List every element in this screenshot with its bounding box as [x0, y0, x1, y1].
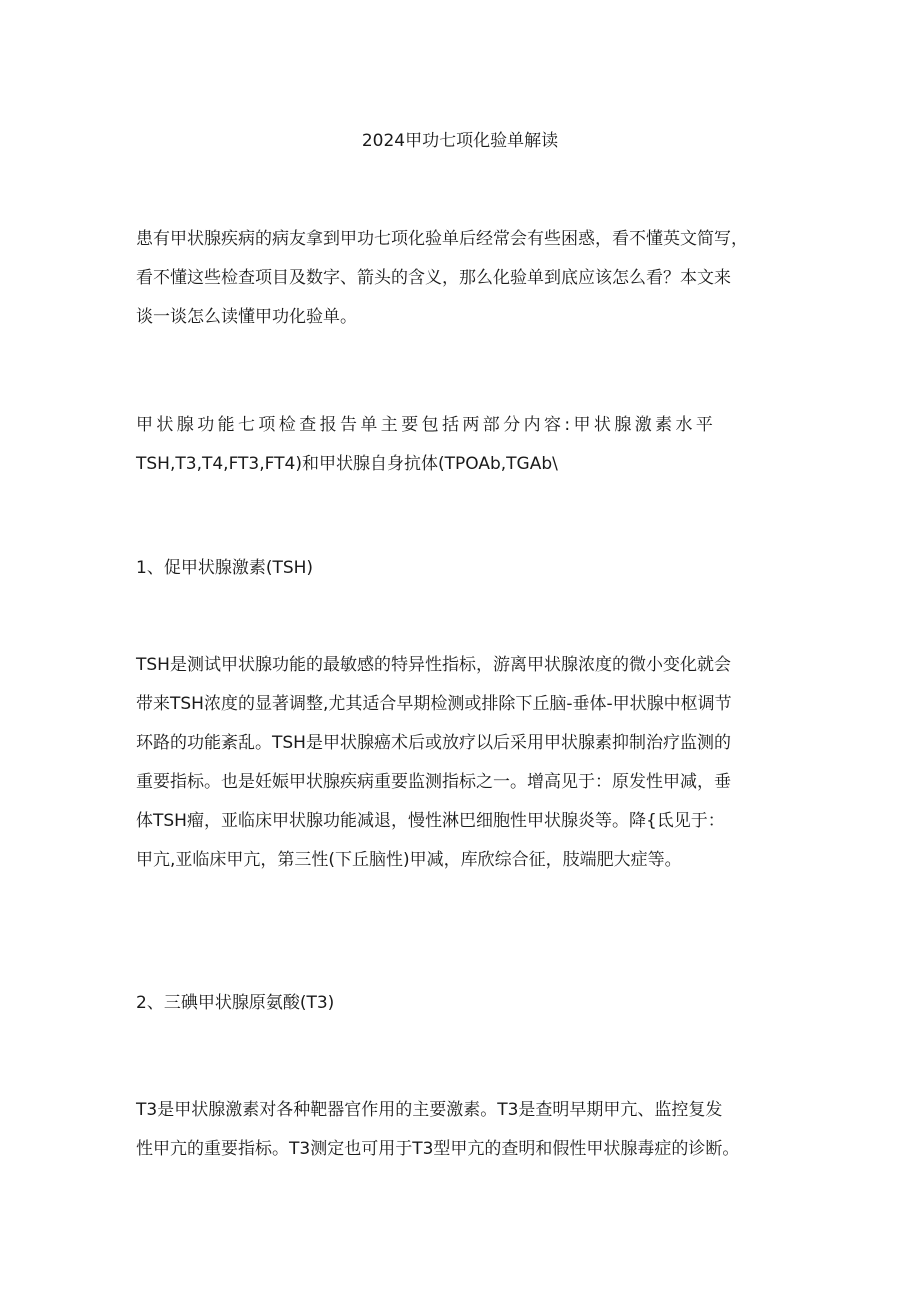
body-line: TSH是测试甲状腺功能的最敏感的特异性指标，游离甲状腺浓度的微小变化就会 [136, 655, 731, 675]
intro-paragraph [136, 220, 816, 337]
intro-line: 谈一谈怎么读懂甲功化验单。 [136, 307, 357, 327]
section-heading-t3: 2、三碘甲状腺原氨酸(T3) [136, 993, 335, 1013]
body-line: 甲亢,亚临床甲亢，第三性(下丘脑性)甲减，库欣综合征，肢端肥大症等。 [136, 850, 682, 870]
intro-line: 患有甲状腺疾病的病友拿到甲功七项化验单后经常会有些困惑，看不懂英文简写， [136, 229, 748, 249]
overview-paragraph [136, 406, 800, 484]
body-line: 体TSH瘤，亚临床甲状腺功能减退，慢性淋巴细胞性甲状腺炎等。降{氐见于： [136, 811, 725, 831]
body-line: 带来TSH浓度的显著调整,尤其适合早期检测或排除下丘脑-垂体-甲状腺中枢调节 [136, 694, 732, 714]
section-body-t3 [136, 1091, 816, 1169]
body-line: 性甲亢的重要指标。T3测定也可用于T3型甲亢的查明和假性甲状腺毒症的诊断。 [136, 1139, 740, 1159]
section-heading-tsh: 1、促甲状腺激素(TSH) [136, 558, 314, 578]
overview-line: 甲状腺功能七项检查报告单主要包括两部分内容:甲状腺激素水平 [136, 415, 717, 435]
overview-line: TSH,T3,T4,FT3,FT4)和甲状腺自身抗体(TPOAb,TGAb\ [136, 454, 558, 474]
section-body-tsh [136, 646, 816, 880]
body-line: 重要指标。也是妊娠甲状腺疾病重要监测指标之一。增高见于：原发性甲减，垂 [136, 772, 731, 792]
document-title: 2024甲功七项化验单解读 [361, 131, 559, 151]
body-line: T3是甲状腺激素对各种靶器官作用的主要激素。T3是查明早期甲亢、监控复发 [136, 1100, 723, 1120]
intro-line: 看不懂这些检查项目及数字、箭头的含义，那么化验单到底应该怎么看？本文来 [136, 268, 731, 288]
body-line: 环路的功能紊乱。TSH是甲状腺癌术后或放疗以后采用甲状腺素抑制治疗监测的 [136, 733, 731, 753]
